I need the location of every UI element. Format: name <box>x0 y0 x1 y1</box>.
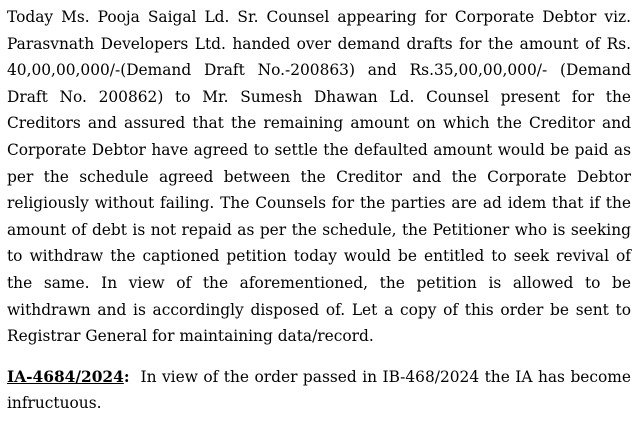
ia-reference: IA-4684/2024 <box>7 367 124 386</box>
ia-separator: : <box>123 367 130 386</box>
paragraph-spacer <box>7 350 631 364</box>
order-document <box>7 4 631 417</box>
order-paragraph: Today Ms. Pooja Saigal Ld. Sr. Counsel appearing for Corporate Debtor viz. Parasvnath Developers Ltd. handed over demand drafts for the amount of Rs. 40,00,00,000/-(Demand Draft No.-200863) and Rs.35,00,00,000/- (Demand Draft No. 200862) to Mr. Sumesh Dhawan Ld. Counsel present for the Creditors and assured that the remaining amount on which the Creditor and Corporate Debtor have agreed to settle the defaulted amount would be paid as per the schedule agreed between the Creditor and the Corporate Debtor religiously without failing. The Counsels for the parties are ad idem that if the amount of debt is not repaid as per the schedule, the Petitioner who is seeking to withdraw the captioned petition today would be entitled to seek revival of the same. In view of the aforementioned, the petition is allowed to be withdrawn and is accordingly disposed of. Let a copy of this order be sent to Registrar General for maintaining data/record. <box>7 8 631 346</box>
ia-entry <box>7 364 631 417</box>
ia-text: In view of the order passed in IB-468/2024 the IA has become infructuous. <box>7 367 631 413</box>
